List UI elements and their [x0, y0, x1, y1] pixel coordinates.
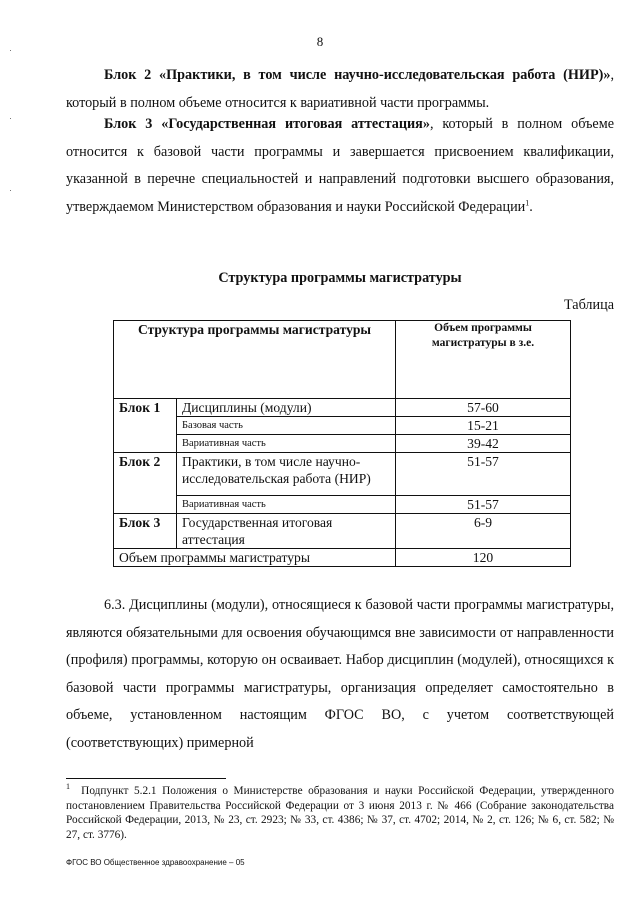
table-title: Структура программы магистратуры [218, 270, 462, 286]
row-name: Вариативная часть [177, 435, 396, 453]
section-6-3-text: 6.3. Дисциплины (модули), относящиеся к базовой части программы магистратуры, являются обязательными для освоения обучающимся вне зависимости от направленности (профиля) программы, которую он осваивает. Набор дисциплин (модулей), относящихся к базовой части программы магистратуры, организация определяет самостоятельно в объеме, установленном настоящим ФГОС ВО, с учетом соответствующей (соответствующих) примерной [66, 597, 614, 751]
block-label: Блок 1 [114, 399, 177, 453]
footnote-divider [66, 778, 226, 779]
block-label: Блок 2 [114, 453, 177, 514]
program-structure-table [113, 320, 571, 567]
total-value: 120 [396, 549, 571, 567]
page-number: 8 [316, 34, 324, 49]
block3-paragraph: Блок 3 «Государственная итоговая аттестация», который в полном объеме относится к базовой части программы и завершается присвоением квалификации, указанной в перечне специальностей и направлений подготовки высшего образования, утверждаемом Министерством образования и науки Российской Федерации$^1$. [66, 116, 614, 215]
scan-mark [10, 50, 11, 51]
block-value: 51-57 [396, 453, 571, 496]
table-row [114, 435, 571, 453]
footnote [66, 784, 614, 842]
page-footer: ФГОС ВО Общественное здравоохранение – 05 [66, 858, 245, 867]
total-label: Объем программы магистратуры [114, 549, 396, 567]
table-row [114, 514, 571, 549]
block-title: Государственная итоговая аттестация [177, 514, 396, 549]
block3-text: , который в полном объеме относится к базовой части программы и завершается присвоением квалификации, указанной в перечне специальностей и направлений подготовки высшего образования, утверждаемом Министерством образования и науки Российской Федерации [66, 116, 614, 215]
block3-title: Блок 3 «Государственная итоговая аттестация» [104, 116, 430, 132]
block2-text: , который в полном объеме относится к вариативной части программы. [66, 67, 614, 111]
table-label: Таблица [563, 297, 614, 313]
header-structure: Структура программы магистратуры [114, 321, 396, 399]
table-header-row [114, 321, 571, 399]
row-name: Вариативная часть [177, 496, 396, 514]
scan-mark [10, 118, 11, 119]
block-title: Практики, в том числе научно-исследовательская работа (НИР) [177, 453, 396, 496]
row-value: 15-21 [396, 417, 571, 435]
row-value: 39-42 [396, 435, 571, 453]
footnote-text: Подпункт 5.2.1 Положения о Министерстве образования и науки Российской Федерации, утвержденного постановлением Правительства Российской Федерации от 3 июня 2013 г. № 466 (Собрание законодательства Российской Федерации, 2013, № 23, ст. 2923; № 33, ст. 4386; № 37, ст. 4702; 2014, № 2, ст. 126; № 6, ст. 582; № 27, ст. 3776). [66, 785, 614, 841]
header-volume: Объем программы магистратуры в з.е. [396, 321, 571, 399]
row-name: Базовая часть [177, 417, 396, 435]
block-title: Дисциплины (модули) [177, 399, 396, 417]
block2-title: Блок 2 «Практики, в том числе научно-исследовательская работа (НИР)» [104, 67, 611, 83]
footnote-number: 1 [66, 782, 70, 792]
table-row [114, 399, 571, 417]
table-row [114, 417, 571, 435]
block-value: 57-60 [396, 399, 571, 417]
scan-mark [10, 190, 11, 191]
block-value: 6-9 [396, 514, 571, 549]
section-6-3-paragraph [66, 592, 614, 757]
row-value: 51-57 [396, 496, 571, 514]
table-row [114, 496, 571, 514]
block-label: Блок 3 [114, 514, 177, 549]
block2-paragraph [66, 62, 614, 117]
table-total-row [114, 549, 571, 567]
table-row [114, 453, 571, 496]
footnote-reference: 1 [525, 197, 530, 207]
